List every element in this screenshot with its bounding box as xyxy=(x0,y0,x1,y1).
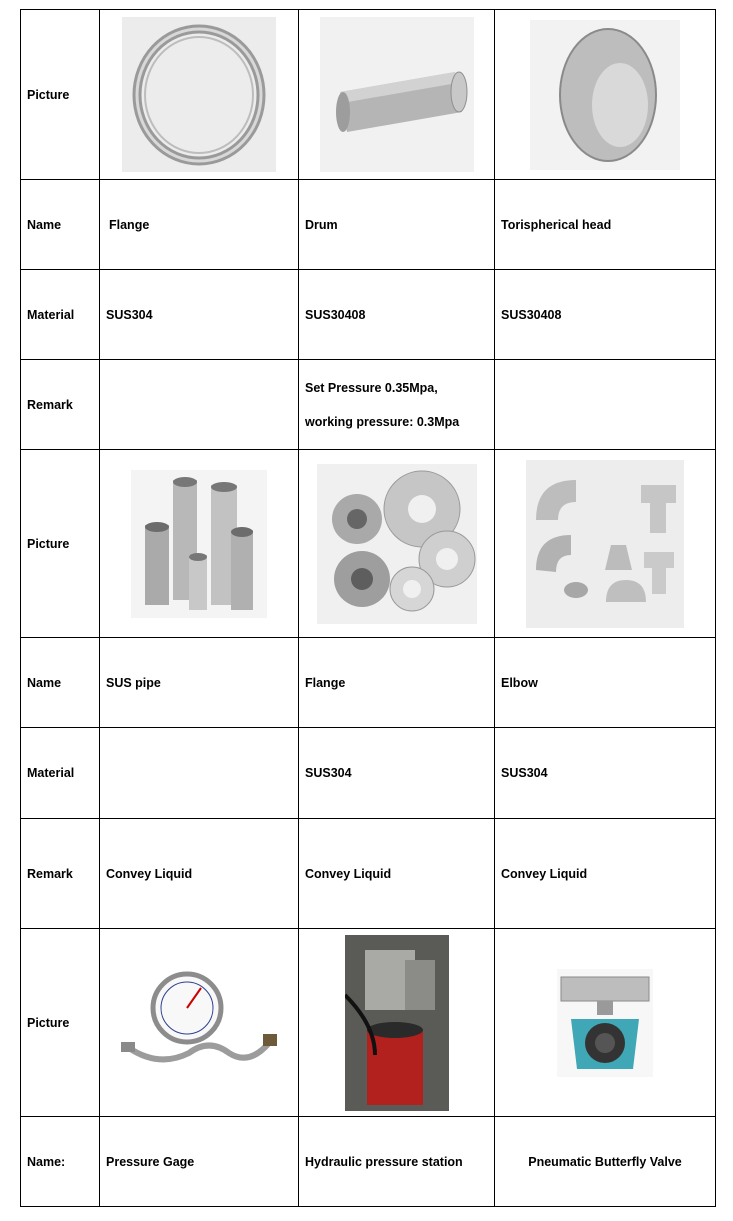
row-label-material: Material xyxy=(21,728,100,819)
row-label-picture: Picture xyxy=(21,10,100,180)
torispherical-head-image xyxy=(530,20,680,170)
table-row xyxy=(21,638,716,728)
row-label-picture: Picture xyxy=(21,450,100,638)
remark-cell xyxy=(100,360,299,450)
sus-pipe-image xyxy=(131,470,267,618)
material-cell: SUS30408 xyxy=(299,270,495,360)
row-label-remark: Remark xyxy=(21,360,100,450)
picture-cell xyxy=(495,929,716,1117)
row-label-name: Name xyxy=(21,638,100,728)
row-label-name: Name xyxy=(21,180,100,270)
row-label-name: Name: xyxy=(21,1117,100,1207)
table-row xyxy=(21,819,716,929)
name-cell: Torispherical head xyxy=(495,180,716,270)
picture-cell xyxy=(299,10,495,180)
flanges-image xyxy=(317,464,477,624)
name-cell: Elbow xyxy=(495,638,716,728)
remark-cell xyxy=(495,360,716,450)
name-cell: Flange xyxy=(299,638,495,728)
picture-cell xyxy=(495,10,716,180)
table-row xyxy=(21,360,716,450)
material-cell: SUS304 xyxy=(495,728,716,819)
table-row xyxy=(21,10,716,180)
row-label-remark: Remark xyxy=(21,819,100,929)
material-cell: SUS304 xyxy=(100,270,299,360)
table-row xyxy=(21,929,716,1117)
material-cell xyxy=(100,728,299,819)
butterfly-valve-image xyxy=(557,969,653,1077)
hydraulic-station-image xyxy=(345,935,449,1111)
remark-line: working pressure: 0.3Mpa xyxy=(305,414,460,429)
elbow-fittings-image xyxy=(526,460,684,628)
name-cell: Pressure Gage xyxy=(100,1117,299,1207)
picture-cell xyxy=(100,450,299,638)
name-cell: Flange xyxy=(100,180,299,270)
row-label-material: Material xyxy=(21,270,100,360)
material-cell: SUS30408 xyxy=(495,270,716,360)
remark-cell: Convey Liquid xyxy=(100,819,299,929)
picture-cell xyxy=(100,929,299,1117)
pressure-gage-image xyxy=(119,968,279,1078)
row-label-picture: Picture xyxy=(21,929,100,1117)
name-cell: Drum xyxy=(299,180,495,270)
picture-cell xyxy=(299,450,495,638)
product-spec-table xyxy=(20,9,716,1207)
name-cell: Pneumatic Butterfly Valve xyxy=(495,1117,716,1207)
remark-cell: Convey Liquid xyxy=(299,819,495,929)
picture-cell xyxy=(495,450,716,638)
picture-cell xyxy=(299,929,495,1117)
name-cell: SUS pipe xyxy=(100,638,299,728)
drum-image xyxy=(320,17,474,172)
table-row xyxy=(21,728,716,819)
table-row xyxy=(21,450,716,638)
table-row xyxy=(21,270,716,360)
remark-cell: Convey Liquid xyxy=(495,819,716,929)
table-row xyxy=(21,180,716,270)
picture-cell xyxy=(100,10,299,180)
table-row xyxy=(21,1117,716,1207)
remark-cell xyxy=(299,360,495,450)
remark-line: Set Pressure 0.35Mpa, xyxy=(305,380,438,395)
material-cell: SUS304 xyxy=(299,728,495,819)
flange-ring-image xyxy=(122,17,276,172)
name-cell: Hydraulic pressure station xyxy=(299,1117,495,1207)
